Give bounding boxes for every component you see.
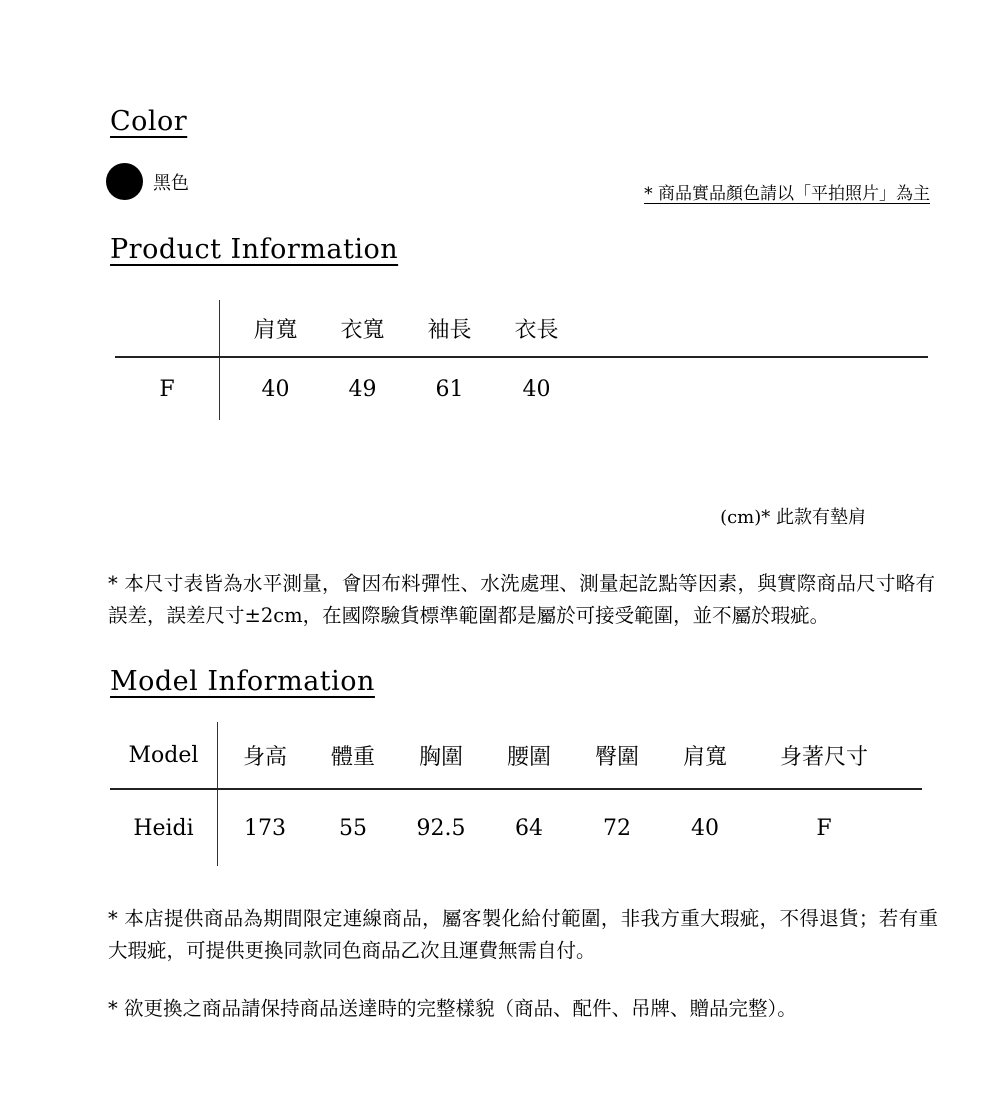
size-table-row-label: F — [115, 358, 220, 420]
size-value-sleeve: 61 — [435, 376, 464, 402]
unit-note: (cm)* 此款有墊肩 — [720, 507, 866, 528]
size-table — [115, 300, 928, 420]
model-name: Heidi — [110, 790, 218, 866]
product-information-heading: Product Information — [110, 234, 399, 265]
model-table-header-height: 身高 — [242, 744, 287, 770]
model-table-header-row — [110, 722, 922, 790]
size-table-row — [115, 358, 928, 420]
color-swatch-row — [106, 163, 189, 200]
model-table-header-weight: 體重 — [330, 744, 375, 770]
model-table-header-shoulder: 肩寬 — [682, 744, 727, 770]
model-shoulder-value: 40 — [691, 815, 719, 841]
color-heading: Color — [110, 106, 188, 137]
model-table-header-wearing-size: 身著尺寸 — [779, 744, 868, 770]
model-bust-value: 92.5 — [416, 815, 466, 841]
model-table-row — [110, 790, 922, 866]
color-swatch-label: 黑色 — [153, 172, 189, 194]
size-table-corner-cell — [115, 300, 220, 356]
size-table-header-width: 衣寬 — [340, 317, 385, 343]
model-weight-value: 55 — [339, 815, 367, 841]
black-color-swatch — [106, 163, 143, 200]
model-hip-value: 72 — [603, 815, 631, 841]
model-table-header-bust: 胸圍 — [418, 744, 463, 770]
return-policy-note: * 本店提供商品為期間限定連線商品，屬客製化給付範圍，非我方重大瑕疵，不得退貨；若有重大瑕疵，可提供更換同款同色商品乙次且運費無需自付。 — [108, 907, 938, 962]
model-table — [110, 722, 922, 866]
size-table-header-row — [115, 300, 928, 358]
size-table-header-shoulder: 肩寬 — [253, 317, 298, 343]
size-value-shoulder: 40 — [261, 376, 290, 402]
model-height-value: 173 — [244, 815, 286, 841]
model-table-header-hip: 臀圍 — [594, 744, 639, 770]
measurement-note: * 本尺寸表皆為水平測量，會因布料彈性、水洗處理、測量起訖點等因素，與實際商品尺寸略有誤差，誤差尺寸±2cm，在國際驗貨標準範圍都是屬於可接受範圍，並不屬於瑕疵。 — [108, 572, 935, 627]
size-value-length: 40 — [522, 376, 551, 402]
model-information-heading: Model Information — [110, 666, 375, 697]
exchange-policy-note: * 欲更換之商品請保持商品送達時的完整樣貌（商品、配件、吊牌、贈品完整）。 — [108, 997, 797, 1020]
model-table-header-model: Model — [110, 722, 218, 788]
model-table-header-waist: 腰圍 — [506, 744, 551, 770]
size-value-width: 49 — [348, 376, 377, 402]
color-accuracy-note: * 商品實品顏色請以「平拍照片」為主 — [644, 184, 930, 204]
size-table-header-sleeve: 袖長 — [427, 317, 472, 343]
model-waist-value: 64 — [515, 815, 543, 841]
size-table-header-length: 衣長 — [514, 317, 559, 343]
model-wearing-size-value: F — [816, 815, 832, 841]
